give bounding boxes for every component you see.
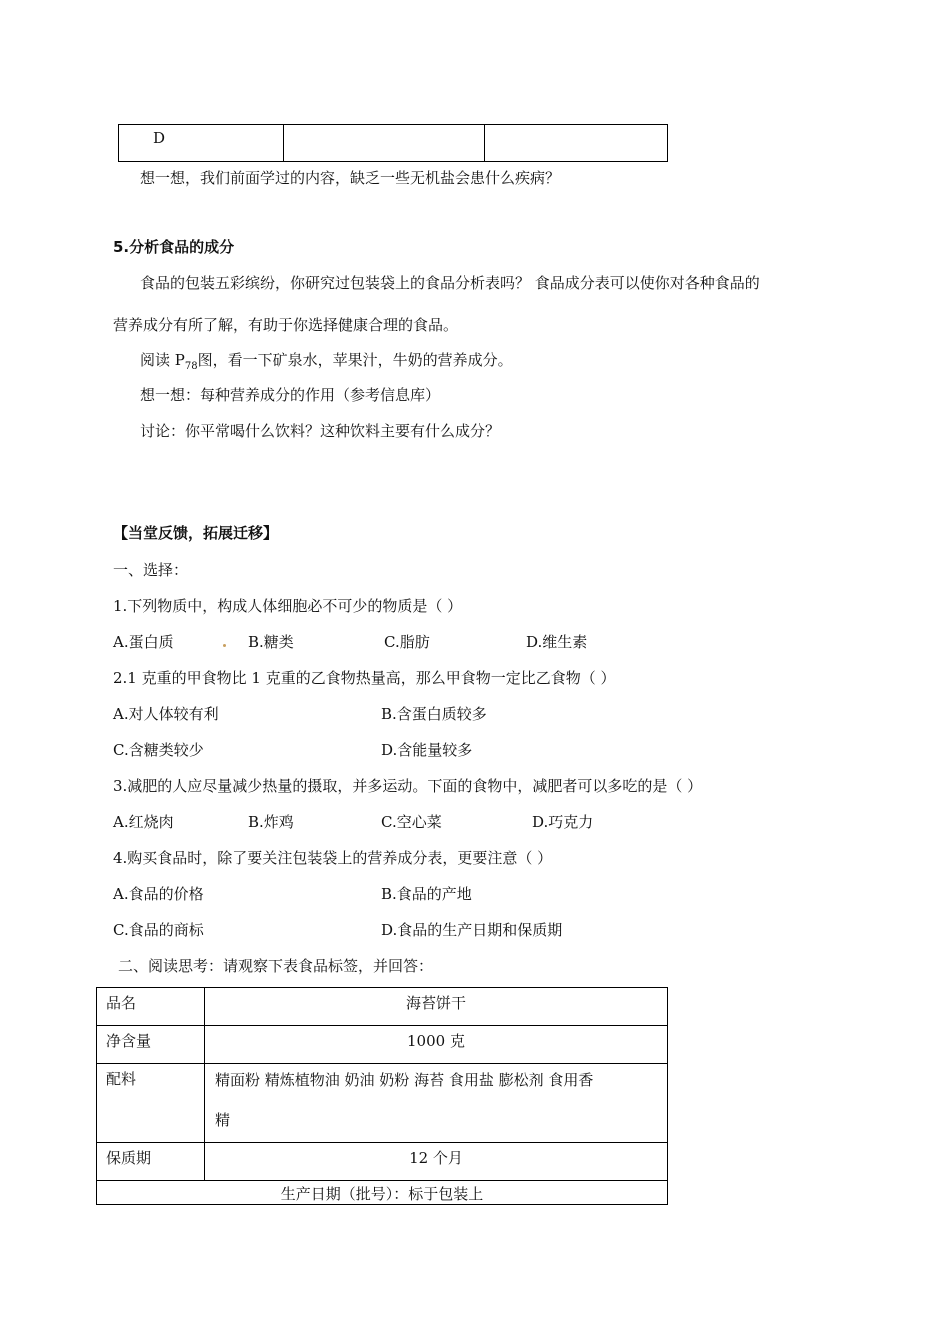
label-key-ingredients: 配料 <box>97 1064 205 1143</box>
top-table <box>118 124 668 162</box>
q2-option-c: C.含糖类较少 <box>113 741 204 759</box>
q2-option-a: A.对人体较有利 <box>113 705 219 723</box>
label-key-net-weight: 净含量 <box>97 1026 205 1064</box>
question-2: 2.1 克重的甲食物比 1 克重的乙食物热量高，那么甲食物一定比乙食物（ ） <box>113 669 616 687</box>
feedback-heading: 【当堂反馈，拓展迁移】 <box>113 524 279 542</box>
q3-option-a: A.红烧肉 <box>113 813 174 831</box>
q1-option-b: B.糖类 <box>248 633 294 651</box>
section-5-paragraph-line1: 食品的包装五彩缤纷，你研究过包装袋上的食品分析表吗？ 食品成分表可以使你对各种食品的 <box>140 274 760 292</box>
think-question-1: 想一想，我们前面学过的内容，缺乏一些无机盐会患什么疾病？ <box>140 169 561 187</box>
page-number-subscript: 78 <box>184 361 198 372</box>
q1-option-a: A.蛋白质 <box>113 633 174 651</box>
decorative-dot <box>223 644 226 647</box>
food-label-table <box>96 987 668 1205</box>
think-question-2: 想一想：每种营养成分的作用（参考信息库） <box>140 386 441 404</box>
top-table-cell-d: D <box>119 125 284 162</box>
section-5-paragraph-line2: 营养成分有所了解，有助于你选择健康合理的食品。 <box>113 316 459 334</box>
section-5-heading: 5.分析食品的成分 <box>113 238 235 256</box>
q4-option-b: B.食品的产地 <box>381 885 472 903</box>
q1-option-c: C.脂肪 <box>384 633 430 651</box>
label-production-date: 生产日期（批号）：标于包装上 <box>97 1181 668 1205</box>
ingredients-line-1: 精面粉 精炼植物油 奶油 奶粉 海苔 食用盐 膨松剂 食用香 <box>215 1071 594 1089</box>
q4-option-c: C.食品的商标 <box>113 921 204 939</box>
read-instruction-post: 图，看一下矿泉水，苹果汁，牛奶的营养成分。 <box>197 351 513 369</box>
label-value-ingredients <box>205 1064 668 1143</box>
q4-option-d: D.食品的生产日期和保质期 <box>381 921 563 939</box>
question-1: 1.下列物质中，构成人体细胞必不可少的物质是（ ） <box>113 597 463 615</box>
label-key-shelf-life: 保质期 <box>97 1143 205 1181</box>
label-value-net-weight: 1000 克 <box>205 1026 668 1064</box>
q2-option-b: B.含蛋白质较多 <box>381 705 487 723</box>
q2-option-d: D.含能量较多 <box>381 741 473 759</box>
q3-option-b: B.炸鸡 <box>248 813 294 831</box>
ingredients-line-2: 精 <box>215 1111 231 1129</box>
part-1-heading: 一、选择： <box>113 561 189 579</box>
discussion-question: 讨论：你平常喝什么饮料？这种饮料主要有什么成分？ <box>140 422 501 440</box>
read-instruction <box>140 349 513 372</box>
part-2-heading: 二、阅读思考：请观察下表食品标签，并回答： <box>118 957 434 975</box>
label-key-name: 品名 <box>97 988 205 1026</box>
top-table-cell-empty <box>284 125 485 162</box>
q3-option-d: D.巧克力 <box>532 813 594 831</box>
question-4: 4.购买食品时，除了要关注包装袋上的营养成分表，更要注意（ ） <box>113 849 553 867</box>
question-3: 3.减肥的人应尽量减少热量的摄取，并多运动。下面的食物中，减肥者可以多吃的是（ ） <box>113 777 703 795</box>
q3-option-c: C.空心菜 <box>381 813 442 831</box>
read-instruction-pre: 阅读 P <box>140 351 185 369</box>
q4-option-a: A.食品的价格 <box>113 885 204 903</box>
top-table-cell-empty <box>485 125 668 162</box>
q1-option-d: D.维生素 <box>526 633 588 651</box>
label-value-name: 海苔饼干 <box>205 988 668 1026</box>
label-value-shelf-life: 12 个月 <box>205 1143 668 1181</box>
